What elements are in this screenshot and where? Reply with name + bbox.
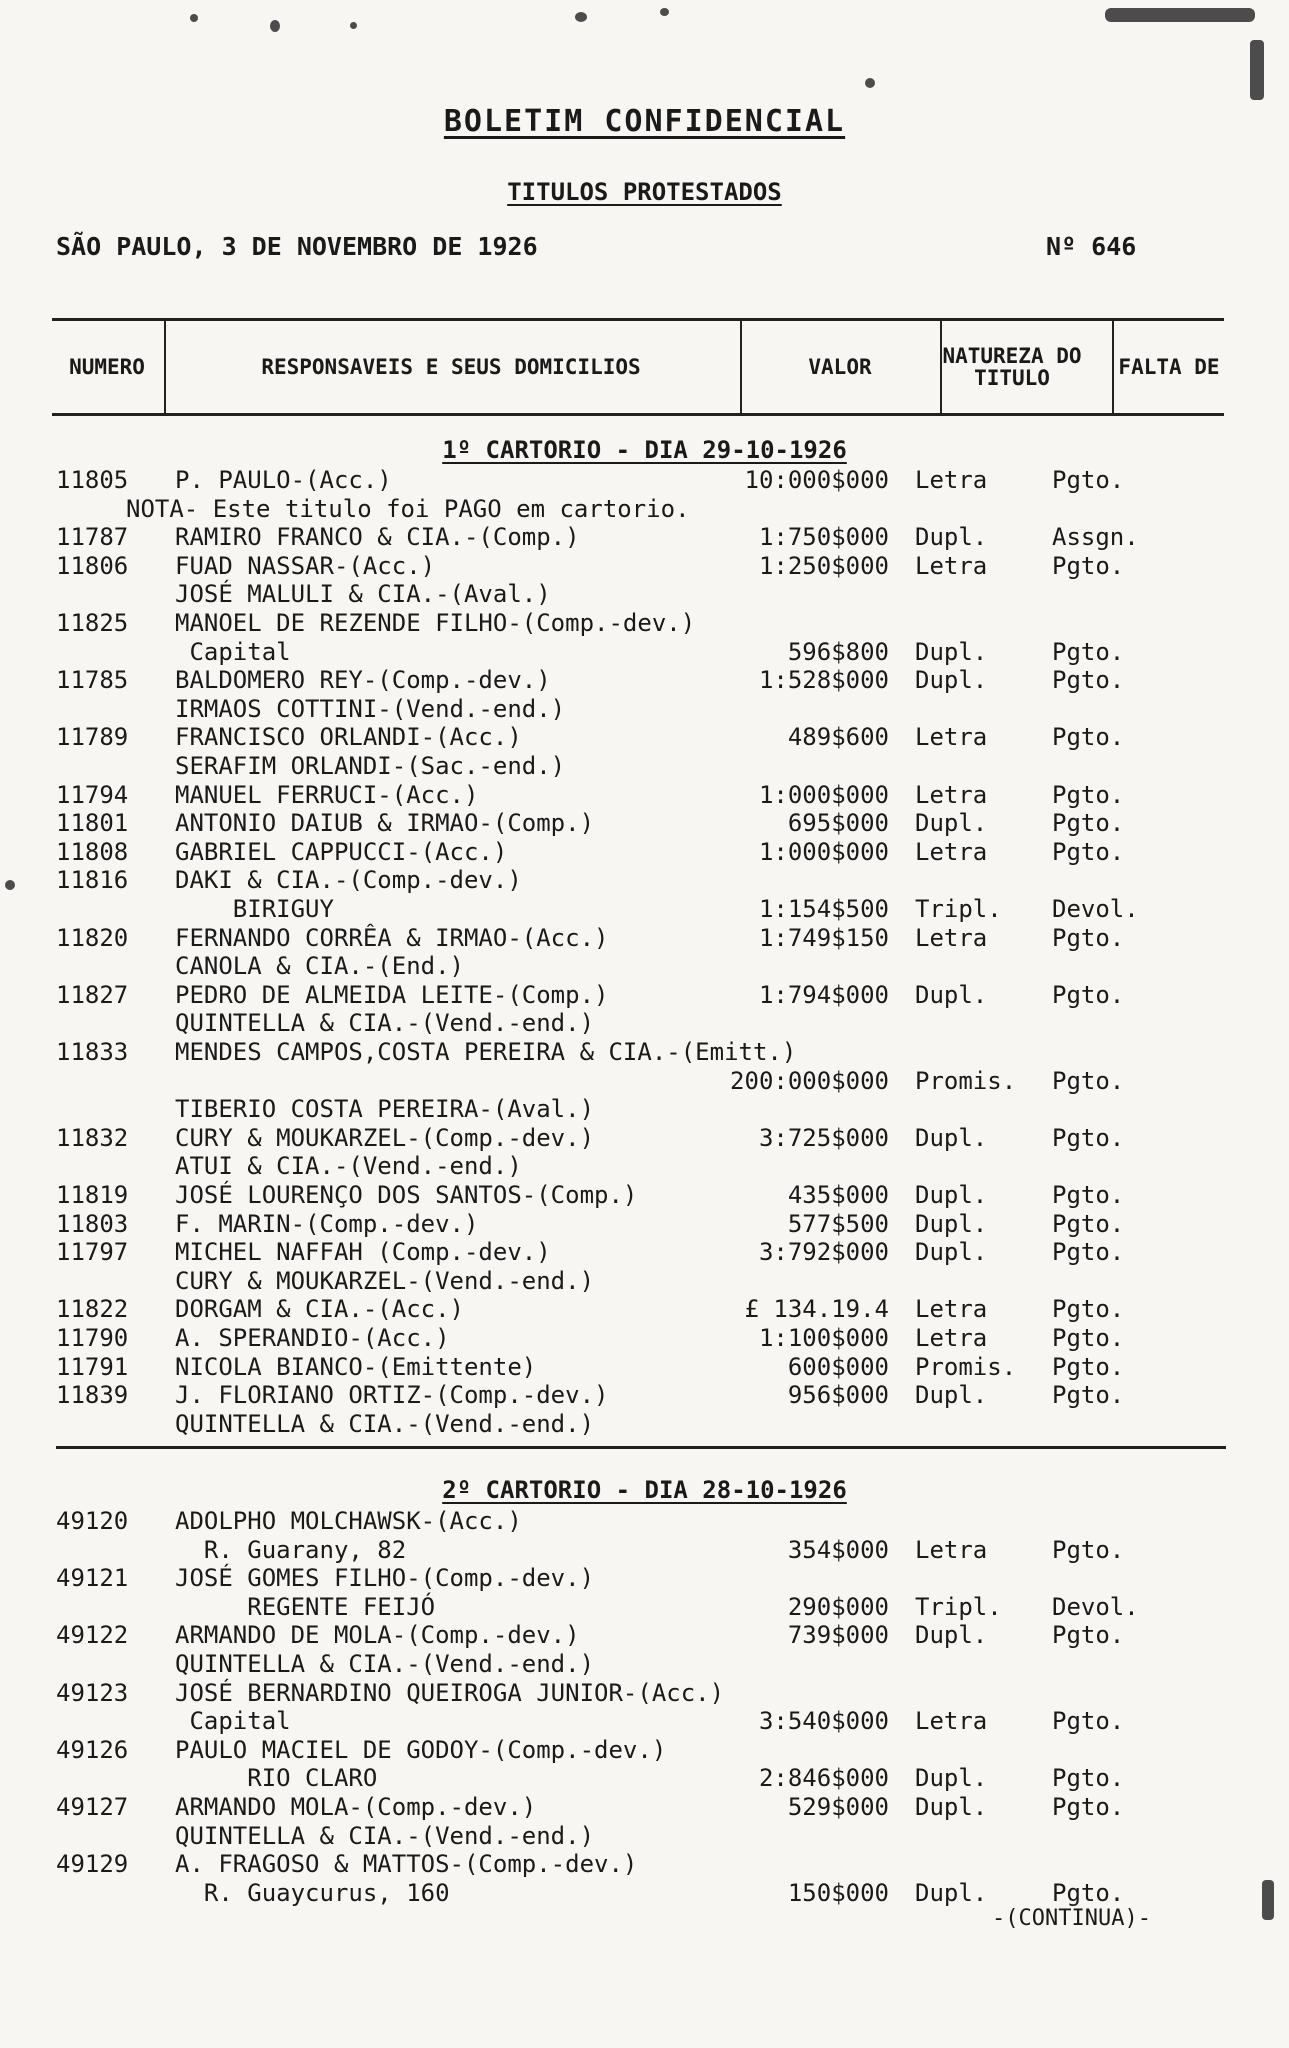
- failure-reason: Pgto.: [1052, 1878, 1125, 1907]
- title-nature: Letra: [915, 1295, 988, 1324]
- title-nature: Letra: [915, 466, 988, 494]
- table-row: [0, 1267, 1289, 1297]
- title-text: BOLETIM CONFIDENCIAL: [443, 104, 846, 139]
- failure-reason: Pgto.: [1052, 1793, 1125, 1821]
- table-row: [0, 1593, 1289, 1623]
- scan-speck: [270, 20, 280, 32]
- record-number: 49129: [56, 1850, 129, 1879]
- record-number: 11791: [56, 1352, 129, 1381]
- table-row: [0, 1095, 1289, 1125]
- table-row: [0, 1295, 1289, 1325]
- table-row: [0, 723, 1289, 753]
- responsible-name: FUAD NASSAR-(Acc.): [175, 551, 436, 580]
- record-number: 11827: [56, 980, 129, 1009]
- title-nature: Dupl.: [915, 1123, 988, 1152]
- failure-reason: Devol.: [1052, 895, 1139, 923]
- document-subtitle: [0, 178, 1289, 206]
- record-number: 49121: [56, 1564, 129, 1593]
- responsible-name: ARMANDO MOLA-(Comp.-dev.): [175, 1793, 537, 1821]
- subtitle-text: TITULOS PROTESTADOS: [507, 178, 782, 206]
- title-nature: Letra: [915, 837, 988, 866]
- table-row: [0, 1850, 1289, 1880]
- table-row: [0, 552, 1289, 582]
- record-number: 11805: [56, 466, 129, 494]
- title-nature: Promis.: [915, 1066, 1017, 1095]
- record-number: 11825: [56, 609, 129, 637]
- title-nature: Dupl.: [915, 1878, 988, 1907]
- table-row: [0, 1764, 1289, 1794]
- title-value: 1:250$000: [758, 551, 889, 580]
- col-responsaveis: RESPONSAVEIS E SEUS DOMICILIOS: [261, 355, 641, 379]
- table-row: [0, 1353, 1289, 1383]
- failure-reason: Pgto.: [1052, 1123, 1125, 1152]
- title-value: 577$500: [787, 1209, 889, 1238]
- table-row: [0, 1009, 1289, 1039]
- record-number: 11816: [56, 866, 129, 895]
- section-divider: [56, 1446, 1226, 1449]
- record-number: 11794: [56, 780, 129, 809]
- title-value: 3:792$000: [758, 1238, 889, 1267]
- title-nature: Letra: [915, 1535, 988, 1564]
- table-row: [0, 1650, 1289, 1680]
- record-number: 11803: [56, 1209, 129, 1238]
- failure-reason: Pgto.: [1052, 1535, 1125, 1564]
- responsible-name: FERNANDO CORRÊA & IRMAO-(Acc.): [175, 923, 609, 952]
- responsible-name: QUINTELLA & CIA.-(Vend.-end.): [175, 1821, 595, 1850]
- table-row: [0, 1707, 1289, 1737]
- failure-reason: Pgto.: [1052, 1324, 1125, 1352]
- title-nature: Dupl.: [915, 1381, 988, 1410]
- record-number: 11806: [56, 551, 129, 580]
- table-row: [0, 838, 1289, 868]
- col-falta: FALTA DE: [1118, 355, 1220, 379]
- title-nature: Dupl.: [915, 523, 988, 552]
- responsible-name: ADOLPHO MOLCHAWSK-(Acc.): [175, 1507, 522, 1535]
- failure-reason: Pgto.: [1052, 1181, 1125, 1209]
- title-value: 529$000: [787, 1793, 889, 1821]
- title-nature: Letra: [915, 551, 988, 580]
- failure-reason: Pgto.: [1052, 466, 1125, 494]
- title-value: 1:100$000: [758, 1324, 889, 1352]
- column-header: [52, 318, 1224, 416]
- paid-note: NOTA- Este titulo foi PAGO em cartorio.: [126, 494, 690, 523]
- table-row: [0, 924, 1289, 954]
- title-nature: Letra: [915, 923, 988, 952]
- record-number: 49126: [56, 1735, 129, 1764]
- record-number: 49122: [56, 1621, 129, 1650]
- failure-reason: Pgto.: [1052, 837, 1125, 866]
- failure-reason: Pgto.: [1052, 666, 1125, 695]
- title-value: £ 134.19.4: [744, 1295, 889, 1324]
- responsible-name: CURY & MOUKARZEL-(Vend.-end.): [175, 1266, 595, 1295]
- responsible-name: ANTONIO DAIUB & IRMAO-(Comp.): [175, 809, 595, 838]
- table-row: [0, 866, 1289, 896]
- record-number: 11820: [56, 923, 129, 952]
- section1-heading: [0, 436, 1289, 464]
- record-number: 11797: [56, 1238, 129, 1267]
- table-row: [0, 1324, 1289, 1354]
- responsible-name: ATUI & CIA.-(Vend.-end.): [175, 1152, 522, 1181]
- scan-speck: [190, 14, 198, 22]
- responsible-name: MANUEL FERRUCI-(Acc.): [175, 780, 479, 809]
- failure-reason: Pgto.: [1052, 1707, 1125, 1736]
- title-value: 200:000$000: [730, 1066, 889, 1095]
- table-row: [0, 1210, 1289, 1240]
- title-nature: Letra: [915, 723, 988, 752]
- table-row: [0, 1822, 1289, 1852]
- table-row: [0, 1736, 1289, 1766]
- title-value: 354$000: [787, 1535, 889, 1564]
- record-number: 49123: [56, 1678, 129, 1707]
- failure-reason: Pgto.: [1052, 723, 1125, 752]
- table-row: [0, 580, 1289, 610]
- table-row: [0, 895, 1289, 925]
- title-value: 290$000: [787, 1592, 889, 1621]
- failure-reason: Pgto.: [1052, 1066, 1125, 1095]
- record-number: 49127: [56, 1793, 129, 1821]
- table-row: [0, 1381, 1289, 1411]
- title-value: 150$000: [787, 1878, 889, 1907]
- section1-heading-text: 1º CARTORIO - DIA 29-10-1926: [442, 436, 847, 464]
- title-value: 3:540$000: [758, 1707, 889, 1736]
- table-row: [0, 1152, 1289, 1182]
- title-nature: Dupl.: [915, 1793, 988, 1821]
- table-row: [0, 1536, 1289, 1566]
- responsible-name: JOSÉ GOMES FILHO-(Comp.-dev.): [175, 1564, 595, 1593]
- responsible-name: Capital: [175, 1707, 291, 1736]
- scan-speck: [660, 8, 669, 16]
- responsible-name: FRANCISCO ORLANDI-(Acc.): [175, 723, 522, 752]
- title-value: 489$600: [787, 723, 889, 752]
- responsible-name: A. FRAGOSO & MATTOS-(Comp.-dev.): [175, 1850, 638, 1879]
- responsible-name: MENDES CAMPOS,COSTA PEREIRA & CIA.-(Emitt.): [175, 1038, 797, 1066]
- responsible-name: PEDRO DE ALMEIDA LEITE-(Comp.): [175, 980, 609, 1009]
- table-row: [0, 523, 1289, 553]
- title-nature: Tripl.: [915, 895, 1002, 923]
- title-value: 2:846$000: [758, 1764, 889, 1793]
- record-number: 49120: [56, 1507, 129, 1535]
- title-nature: Letra: [915, 1707, 988, 1736]
- title-value: 1:000$000: [758, 780, 889, 809]
- record-number: 11790: [56, 1324, 129, 1352]
- table-row: [0, 1067, 1289, 1097]
- table-row: [0, 609, 1289, 639]
- title-value: 956$000: [787, 1381, 889, 1410]
- record-number: 11785: [56, 666, 129, 695]
- failure-reason: Pgto.: [1052, 1381, 1125, 1410]
- responsible-name: IRMAOS COTTINI-(Vend.-end.): [175, 694, 566, 723]
- table-row: [0, 781, 1289, 811]
- failure-reason: Pgto.: [1052, 1209, 1125, 1238]
- responsible-name: JOSÉ BERNARDINO QUEIROGA JUNIOR-(Acc.): [175, 1678, 725, 1707]
- table-row: [0, 1564, 1289, 1594]
- title-value: 3:725$000: [758, 1123, 889, 1152]
- responsible-name: JOSÉ MALULI & CIA.-(Aval.): [175, 580, 551, 609]
- failure-reason: Pgto.: [1052, 780, 1125, 809]
- section2-heading: [0, 1476, 1289, 1504]
- record-number: 11801: [56, 809, 129, 838]
- table-row: [0, 638, 1289, 668]
- failure-reason: Pgto.: [1052, 809, 1125, 838]
- record-number: 11789: [56, 723, 129, 752]
- responsible-name: R. Guaycurus, 160: [175, 1878, 450, 1907]
- col-natureza: NATUREZA DO TITULO: [942, 344, 1082, 390]
- failure-reason: Devol.: [1052, 1592, 1139, 1621]
- scan-speck: [575, 12, 587, 22]
- title-value: 10:000$000: [744, 466, 889, 494]
- record-number: 11839: [56, 1381, 129, 1410]
- continued-marker: -(CONTINUA)-: [992, 1906, 1151, 1931]
- table-row: [0, 952, 1289, 982]
- record-number: 11832: [56, 1123, 129, 1152]
- title-value: 1:750$000: [758, 523, 889, 552]
- dateline: SÃO PAULO, 3 DE NOVEMBRO DE 1926: [56, 232, 538, 261]
- failure-reason: Pgto.: [1052, 551, 1125, 580]
- table-row: [0, 666, 1289, 696]
- title-value: 739$000: [787, 1621, 889, 1650]
- scan-edge-mark: [1105, 8, 1255, 22]
- title-value: 1:749$150: [758, 923, 889, 952]
- responsible-name: F. MARIN-(Comp.-dev.): [175, 1209, 479, 1238]
- table-row: [0, 1621, 1289, 1651]
- title-nature: Dupl.: [915, 637, 988, 666]
- responsible-name: R. Guarany, 82: [175, 1535, 407, 1564]
- table-row: [0, 1238, 1289, 1268]
- failure-reason: Pgto.: [1052, 1621, 1125, 1650]
- responsible-name: DORGAM & CIA.-(Acc.): [175, 1295, 464, 1324]
- responsible-name: SERAFIM ORLANDI-(Sac.-end.): [175, 752, 566, 780]
- section2-heading-text: 2º CARTORIO - DIA 28-10-1926: [442, 1476, 847, 1504]
- title-value: 695$000: [787, 809, 889, 838]
- title-value: 1:794$000: [758, 980, 889, 1009]
- table-row: [0, 1879, 1289, 1909]
- table-row: [0, 1181, 1289, 1211]
- title-nature: Dupl.: [915, 1621, 988, 1650]
- title-value: 1:154$500: [758, 895, 889, 923]
- col-valor: VALOR: [808, 355, 872, 379]
- responsible-name: MANOEL DE REZENDE FILHO-(Comp.-dev.): [175, 609, 696, 637]
- failure-reason: Pgto.: [1052, 1764, 1125, 1793]
- title-nature: Dupl.: [915, 1181, 988, 1209]
- table-row: [0, 466, 1289, 496]
- responsible-name: GABRIEL CAPPUCCI-(Acc.): [175, 837, 508, 866]
- table-row: [0, 981, 1289, 1011]
- title-value: 600$000: [787, 1352, 889, 1381]
- responsible-name: DAKI & CIA.-(Comp.-dev.): [175, 866, 522, 895]
- table-row: [0, 1038, 1289, 1068]
- record-number: 11787: [56, 523, 129, 552]
- title-value: 435$000: [787, 1181, 889, 1209]
- responsible-name: CURY & MOUKARZEL-(Comp.-dev.): [175, 1123, 595, 1152]
- title-nature: Dupl.: [915, 980, 988, 1009]
- title-nature: Tripl.: [915, 1592, 1002, 1621]
- title-nature: Dupl.: [915, 1209, 988, 1238]
- responsible-name: REGENTE FEIJÓ: [175, 1592, 436, 1621]
- table-row: [0, 1124, 1289, 1154]
- responsible-name: QUINTELLA & CIA.-(Vend.-end.): [175, 1009, 595, 1038]
- record-number: 11808: [56, 837, 129, 866]
- scan-speck: [350, 22, 357, 29]
- record-number: 11822: [56, 1295, 129, 1324]
- title-nature: Dupl.: [915, 1764, 988, 1793]
- title-nature: Promis.: [915, 1352, 1017, 1381]
- record-number: 11819: [56, 1181, 129, 1209]
- document-title: [0, 104, 1289, 139]
- responsible-name: Capital: [175, 637, 291, 666]
- failure-reason: Pgto.: [1052, 980, 1125, 1009]
- failure-reason: Pgto.: [1052, 1352, 1125, 1381]
- bulletin-number: Nº 646: [1046, 232, 1137, 261]
- title-nature: Dupl.: [915, 809, 988, 838]
- table-row: [0, 1793, 1289, 1823]
- responsible-name: BIRIGUY: [175, 895, 334, 923]
- table-row: [0, 695, 1289, 725]
- title-nature: Letra: [915, 1324, 988, 1352]
- responsible-name: JOSÉ LOURENÇO DOS SANTOS-(Comp.): [175, 1181, 638, 1209]
- responsible-name: MICHEL NAFFAH (Comp.-dev.): [175, 1238, 551, 1267]
- responsible-name: QUINTELLA & CIA.-(Vend.-end.): [175, 1650, 595, 1678]
- table-row: [0, 752, 1289, 782]
- failure-reason: Assgn.: [1052, 523, 1139, 552]
- scan-edge-mark: [1250, 40, 1264, 100]
- responsible-name: A. SPERANDIO-(Acc.): [175, 1324, 450, 1352]
- title-nature: Dupl.: [915, 666, 988, 695]
- record-number: 11833: [56, 1038, 129, 1066]
- title-value: 1:000$000: [758, 837, 889, 866]
- responsible-name: PAULO MACIEL DE GODOY-(Comp.-dev.): [175, 1735, 667, 1764]
- responsible-name: BALDOMERO REY-(Comp.-dev.): [175, 666, 551, 695]
- responsible-name: J. FLORIANO ORTIZ-(Comp.-dev.): [175, 1381, 609, 1410]
- responsible-name: RAMIRO FRANCO & CIA.-(Comp.): [175, 523, 580, 552]
- responsible-name: P. PAULO-(Acc.): [175, 466, 392, 494]
- responsible-name: QUINTELLA & CIA.-(Vend.-end.): [175, 1409, 595, 1438]
- responsible-name: CANOLA & CIA.-(End.): [175, 952, 464, 981]
- table-row: [0, 1410, 1289, 1440]
- responsible-name: ARMANDO DE MOLA-(Comp.-dev.): [175, 1621, 580, 1650]
- responsible-name: TIBERIO COSTA PEREIRA-(Aval.): [175, 1095, 595, 1124]
- col-numero: NUMERO: [69, 355, 145, 379]
- title-value: 1:528$000: [758, 666, 889, 695]
- table-row: [0, 1679, 1289, 1709]
- title-nature: Dupl.: [915, 1238, 988, 1267]
- failure-reason: Pgto.: [1052, 1238, 1125, 1267]
- failure-reason: Pgto.: [1052, 1295, 1125, 1324]
- failure-reason: Pgto.: [1052, 637, 1125, 666]
- scan-speck: [865, 78, 875, 88]
- table-row: [0, 809, 1289, 839]
- title-value: 596$800: [787, 637, 889, 666]
- responsible-name: NICOLA BIANCO-(Emittente): [175, 1352, 537, 1381]
- title-nature: Letra: [915, 780, 988, 809]
- failure-reason: Pgto.: [1052, 923, 1125, 952]
- responsible-name: RIO CLARO: [175, 1764, 378, 1793]
- table-row: [0, 1507, 1289, 1537]
